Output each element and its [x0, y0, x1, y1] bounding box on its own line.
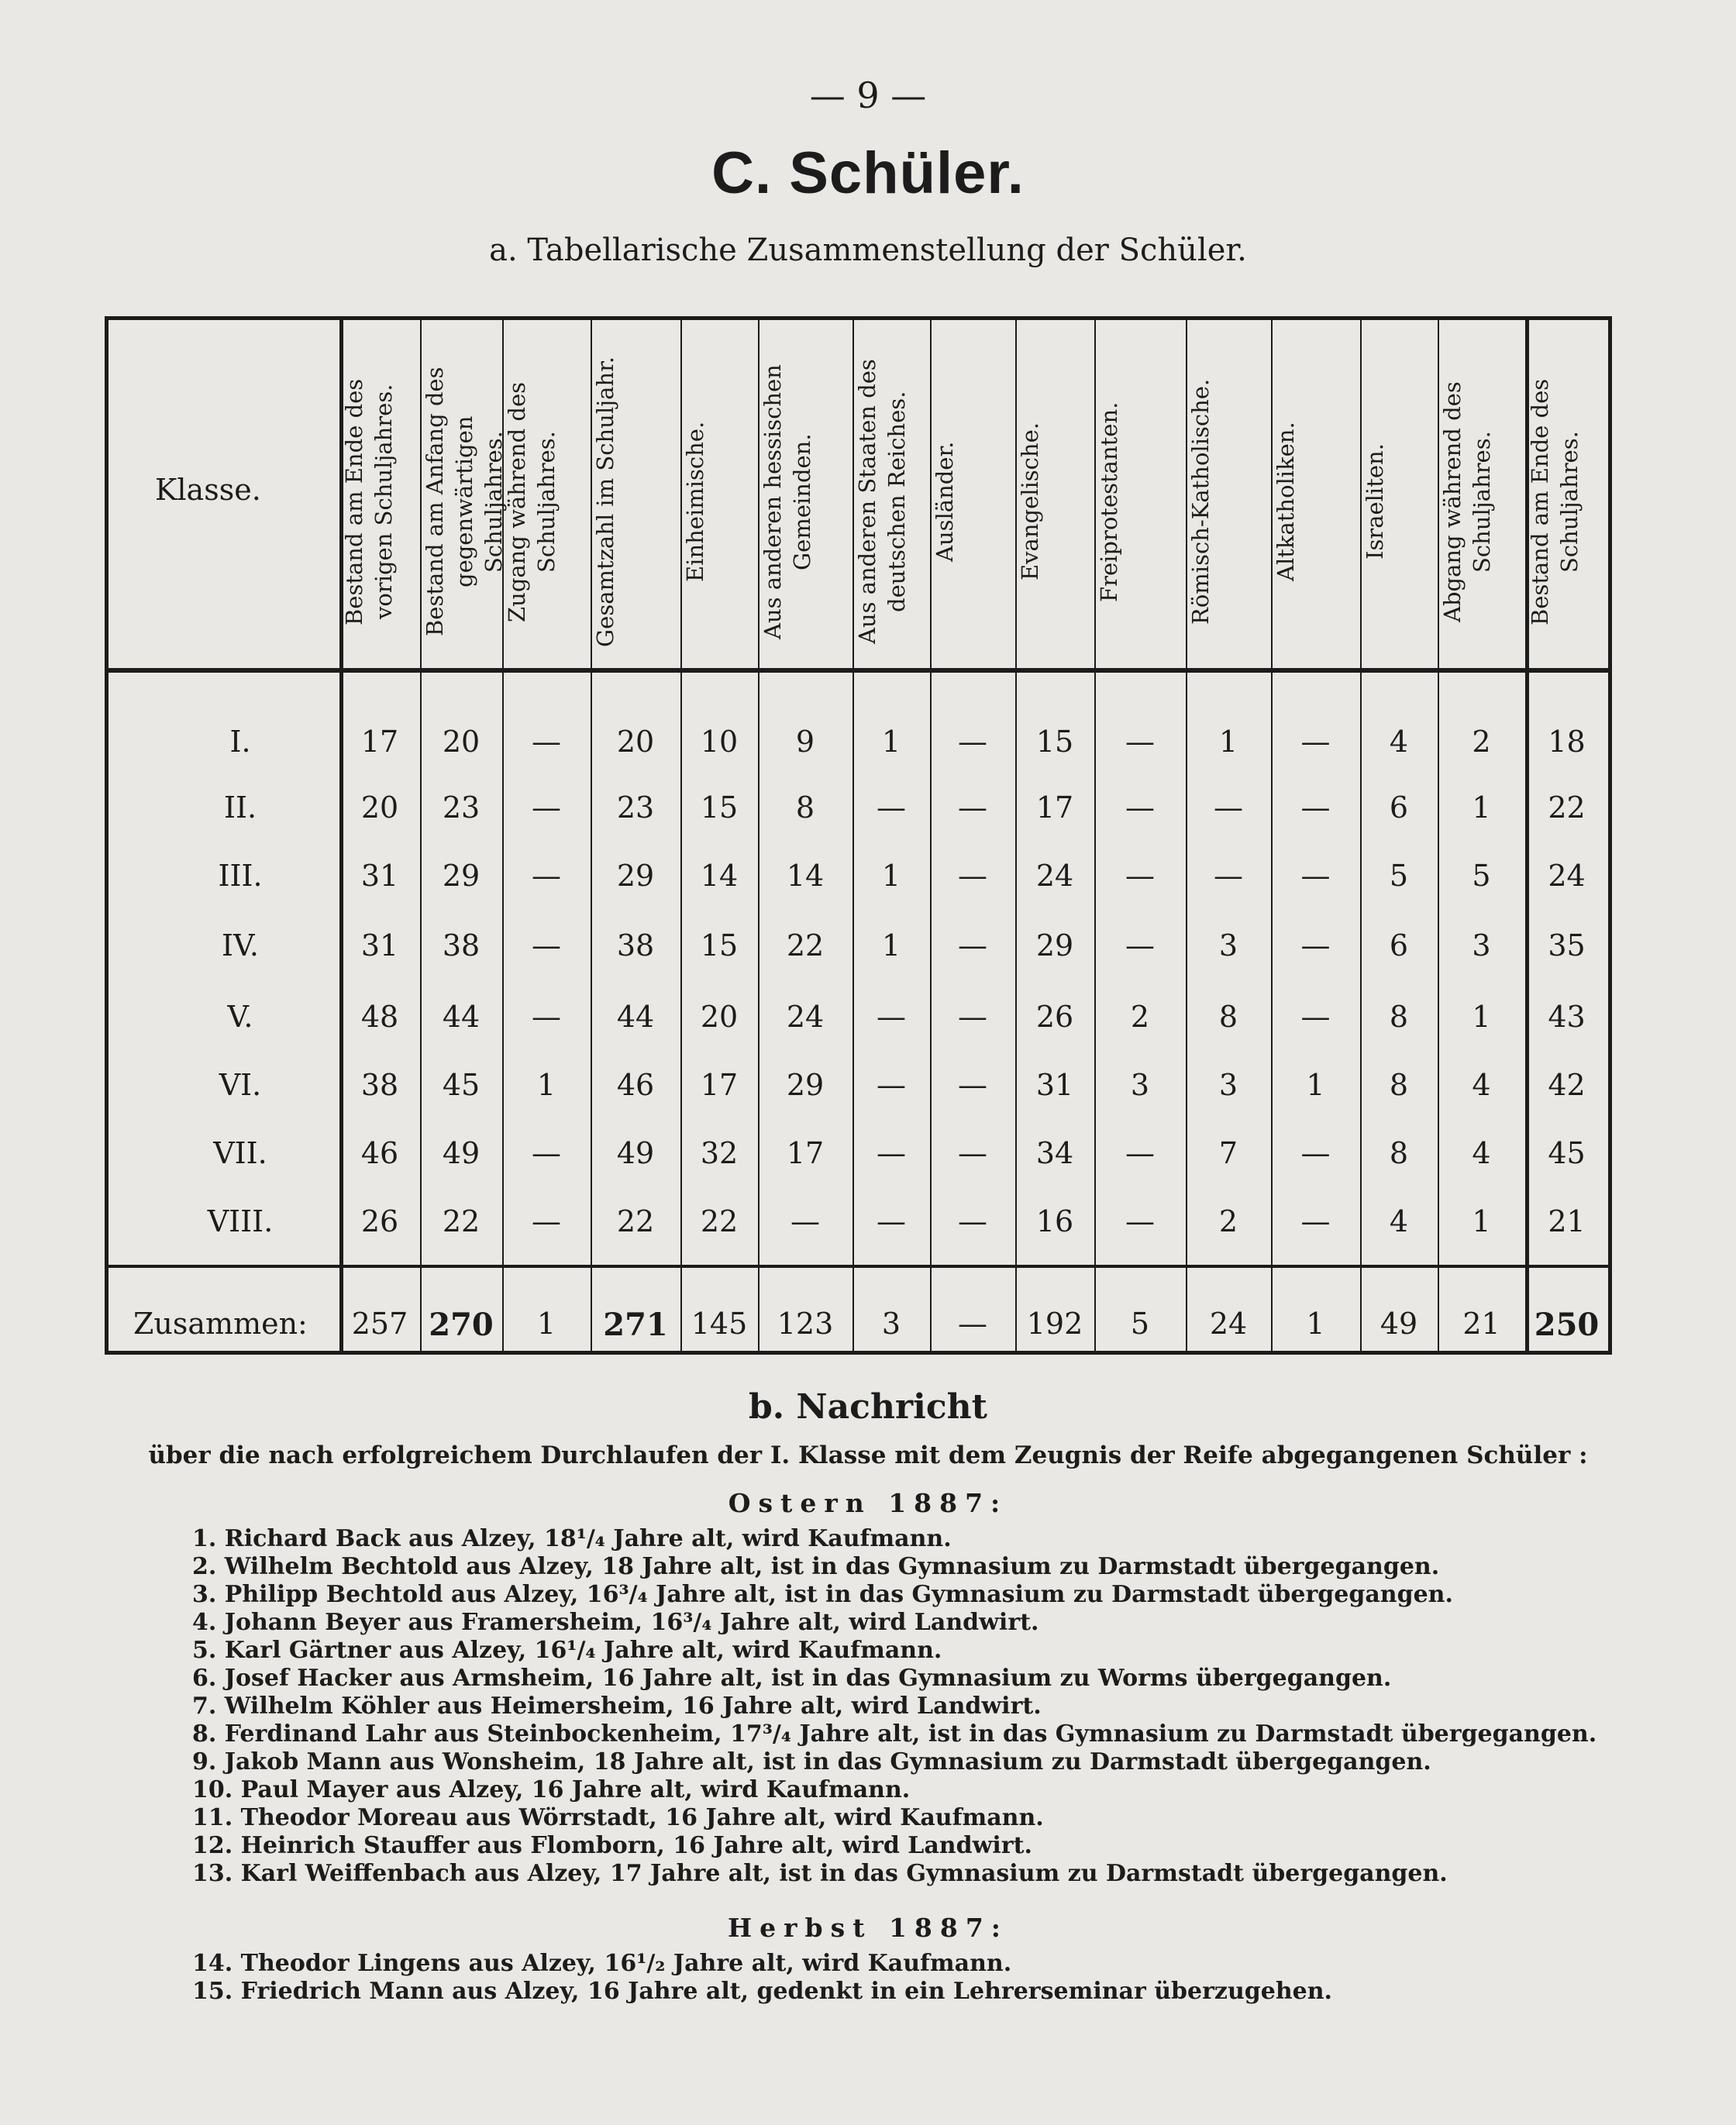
table-cell: —	[532, 1000, 561, 1034]
table-cell: —	[877, 1204, 906, 1238]
table-cell: —	[877, 1136, 906, 1170]
table-cell: 1	[1472, 790, 1491, 825]
table-cell: 45	[1548, 1136, 1586, 1170]
table-cell: —	[958, 1136, 987, 1170]
table-cell: —	[532, 1204, 561, 1238]
table-cell: 44	[616, 1000, 655, 1034]
table-cell: 24	[1035, 859, 1074, 893]
table-cell: 24	[786, 1000, 825, 1034]
table-cell: 4	[1472, 1136, 1491, 1170]
column-header: Einheimische.	[682, 421, 708, 583]
table-cell: 38	[360, 1068, 399, 1102]
graduate-entry: 11. Theodor Moreau aus Wörrstadt, 16 Jahre alt, wird Kaufmann.	[192, 1804, 1044, 1831]
table-cell: 2	[1218, 1204, 1238, 1238]
table-cell: 22	[442, 1204, 480, 1238]
column-header: Altkatholiken.	[1273, 422, 1299, 582]
table-cell: 15	[1035, 725, 1074, 759]
table-cell: 8	[795, 790, 815, 825]
table-cell: 14	[700, 859, 739, 893]
table-cell: 48	[360, 1000, 399, 1034]
table-cell: 8	[1218, 1000, 1238, 1034]
table-cell: —	[532, 790, 561, 825]
table-cell: 34	[1035, 1136, 1074, 1170]
table-cell: 20	[616, 725, 655, 759]
row-label: VIII.	[207, 1204, 274, 1238]
row-label: VII.	[213, 1136, 267, 1170]
total-cell: 250	[1534, 1307, 1600, 1343]
table-cell: 15	[700, 790, 739, 825]
table-cell: 46	[360, 1136, 399, 1170]
table-cell: —	[1300, 1204, 1331, 1238]
graduate-entry: 5. Karl Gärtner aus Alzey, 16¹/₄ Jahre alt, wird Kaufmann.	[192, 1637, 942, 1664]
table-cell: —	[1300, 1136, 1331, 1170]
table-cell: 22	[616, 1204, 655, 1238]
graduate-entry: 7. Wilhelm Köhler aus Heimersheim, 16 Jahre alt, wird Landwirt.	[192, 1693, 1042, 1720]
column-header: Aus anderen Staaten des deutschen Reiches.	[854, 359, 910, 645]
row-label: II.	[223, 790, 257, 825]
column-header: Bestand am Anfang des gegenwärtigen Schuljahres.	[422, 367, 507, 637]
graduate-entry: 2. Wilhelm Bechtold aus Alzey, 18 Jahre alt, ist in das Gymnasium zu Darmstadt übergegangen.	[192, 1553, 1440, 1580]
column-header: Israeliten.	[1362, 443, 1388, 560]
table-cell: 26	[360, 1204, 399, 1238]
table-cell: 1	[536, 1068, 556, 1102]
table-cell: —	[958, 1000, 987, 1034]
table-cell: 3	[1130, 1068, 1150, 1102]
table-cell: 42	[1548, 1068, 1586, 1102]
table-cell: —	[877, 1068, 906, 1102]
table-cell: —	[958, 790, 987, 825]
table-cell: 31	[360, 859, 399, 893]
section-b-title: b. Nachricht	[749, 1387, 987, 1427]
table-cell: 8	[1389, 1136, 1409, 1170]
table-cell: 5	[1472, 859, 1491, 893]
table-cell: 16	[1035, 1204, 1074, 1238]
page-title: C. Schüler.	[711, 140, 1025, 206]
table-cell: 29	[1035, 928, 1074, 963]
table-cell: —	[958, 1068, 987, 1102]
column-header: Aus anderen hessischen Gemeinden.	[760, 364, 815, 639]
herbst-list	[192, 1950, 1332, 2006]
total-cell: 5	[1130, 1307, 1150, 1341]
table-cell: 1	[1472, 1204, 1491, 1238]
table-cell: 1	[881, 859, 901, 893]
table-cell: —	[958, 859, 987, 893]
table-cell: 15	[700, 928, 739, 963]
table-cell: 23	[616, 790, 655, 825]
column-header: Evangelische.	[1017, 422, 1043, 581]
table-cell: 49	[442, 1136, 480, 1170]
table-cell: 49	[616, 1136, 655, 1170]
column-header: Ausländer.	[932, 441, 958, 563]
graduate-entry: 14. Theodor Lingens aus Alzey, 16¹/₂ Jahre alt, wird Kaufmann.	[192, 1950, 1012, 1977]
total-cell: 1	[536, 1307, 556, 1341]
row-label: IV.	[222, 928, 259, 963]
table-cell: 20	[360, 790, 399, 825]
table-cell: —	[877, 1000, 906, 1034]
table-cell: —	[1214, 859, 1243, 893]
table-cell: 1	[1472, 1000, 1491, 1034]
table-cell: 8	[1389, 1000, 1409, 1034]
table-cell: 17	[700, 1068, 739, 1102]
table-cell: 35	[1548, 928, 1586, 963]
row-label: III.	[218, 859, 263, 893]
table-cell: 6	[1389, 790, 1409, 825]
herbst-heading: Herbst 1887:	[728, 1913, 1008, 1943]
total-cell: 3	[881, 1307, 901, 1341]
graduate-entry: 15. Friedrich Mann aus Alzey, 16 Jahre alt, gedenkt in ein Lehrerseminar überzugehen.	[192, 1978, 1332, 2005]
totals-rule	[105, 1265, 1612, 1268]
total-cell: 123	[777, 1307, 834, 1341]
table-cell: 22	[786, 928, 825, 963]
section-b-subtitle: über die nach erfolgreichem Durchlaufen der I. Klasse mit dem Zeugnis der Reife abgegangenen Schüler :	[148, 1441, 1588, 1469]
graduate-entry: 8. Ferdinand Lahr aus Steinbockenheim, 17³/₄ Jahre alt, ist in das Gymnasium zu Darmstadt übergegangen.	[192, 1720, 1597, 1748]
table-cell: 1	[881, 928, 901, 963]
table-cell: —	[877, 790, 906, 825]
table-cell: 46	[616, 1068, 655, 1102]
table-caption: a. Tabellarische Zusammenstellung der Schüler.	[489, 232, 1247, 268]
table-cell: 4	[1472, 1068, 1491, 1102]
table-cell: 31	[1035, 1068, 1074, 1102]
total-cell: 270	[429, 1307, 494, 1343]
total-label: Zusammen:	[133, 1307, 308, 1341]
table-cell: —	[1214, 790, 1243, 825]
table-cell: 31	[360, 928, 399, 963]
total-cell: 21	[1462, 1307, 1500, 1341]
table-cell: 10	[700, 725, 739, 759]
table-cell: 29	[616, 859, 655, 893]
table-cell: 43	[1548, 1000, 1586, 1034]
table-cell: 45	[442, 1068, 480, 1102]
column-header: Bestand am Ende des vorigen Schuljahres.	[341, 378, 397, 625]
table-cell: 29	[442, 859, 480, 893]
table-cell: 5	[1389, 859, 1409, 893]
table-cell: —	[1125, 928, 1155, 963]
table-cell: —	[1125, 725, 1155, 759]
graduate-entry: 10. Paul Mayer aus Alzey, 16 Jahre alt, wird Kaufmann.	[192, 1776, 911, 1803]
table-cell: 17	[786, 1136, 825, 1170]
table-cell: 1	[1218, 725, 1238, 759]
table-cell: 1	[1306, 1068, 1325, 1102]
column-header: Bestand am Ende des Schuljahres.	[1527, 378, 1583, 625]
table-cell: 3	[1472, 928, 1491, 963]
total-cell: 192	[1026, 1307, 1083, 1341]
graduate-entry: 3. Philipp Bechtold aus Alzey, 16³/₄ Jahre alt, ist in das Gymnasium zu Darmstadt übergegangen.	[192, 1581, 1453, 1608]
graduate-entry: 6. Josef Hacker aus Armsheim, 16 Jahre alt, ist in das Gymnasium zu Worms übergegangen.	[192, 1665, 1392, 1692]
table-cell: 4	[1389, 1204, 1409, 1238]
column-header: Freiprotestanten.	[1096, 401, 1122, 602]
row-label: V.	[227, 1000, 253, 1034]
table-cell: 3	[1218, 928, 1238, 963]
total-cell: 49	[1380, 1307, 1418, 1341]
table-cell: —	[1300, 790, 1331, 825]
graduate-entry: 9. Jakob Mann aus Wonsheim, 18 Jahre alt, ist in das Gymnasium zu Darmstadt übergegangen.	[192, 1748, 1431, 1775]
table-cell: 20	[700, 1000, 739, 1034]
row-label: VI.	[219, 1068, 262, 1102]
graduate-entry: 4. Johann Beyer aus Framersheim, 16³/₄ Jahre alt, wird Landwirt.	[192, 1609, 1039, 1636]
column-header: Abgang während des Schuljahres.	[1439, 381, 1495, 622]
table-cell: —	[1125, 859, 1155, 893]
table-cell: 18	[1548, 725, 1586, 759]
table-cell: 14	[786, 859, 825, 893]
column-header: Römisch-Katholische.	[1187, 378, 1214, 625]
table-cell: —	[958, 1204, 987, 1238]
table-cell: —	[1300, 725, 1331, 759]
table-cell: —	[958, 725, 987, 759]
column-header: Gesamtzahl im Schuljahr.	[592, 356, 618, 647]
table-cell: —	[958, 928, 987, 963]
table-cell: 20	[442, 725, 480, 759]
table-cell: 23	[442, 790, 480, 825]
table-cell: 6	[1389, 928, 1409, 963]
table-cell: 32	[700, 1136, 739, 1170]
column-header: Zugang während des Schuljahres.	[504, 381, 560, 622]
total-cell: —	[958, 1307, 987, 1341]
graduate-entry: 13. Karl Weiffenbach aus Alzey, 17 Jahre alt, ist in das Gymnasium zu Darmstadt übergegangen.	[192, 1860, 1448, 1887]
table-cell: 9	[795, 725, 815, 759]
table-cell: 2	[1130, 1000, 1150, 1034]
ostern-heading: Ostern 1887:	[728, 1488, 1008, 1518]
table-cell: —	[1125, 1136, 1155, 1170]
table-cell: 3	[1218, 1068, 1238, 1102]
table-cell: —	[532, 1136, 561, 1170]
total-cell: 1	[1306, 1307, 1325, 1341]
table-cell: 38	[616, 928, 655, 963]
table-cell: 4	[1389, 725, 1409, 759]
table-cell: 2	[1472, 725, 1491, 759]
total-cell: 24	[1209, 1307, 1248, 1341]
total-cell: 145	[691, 1307, 748, 1341]
table-cell: 22	[1548, 790, 1586, 825]
table-cell: —	[1300, 928, 1331, 963]
table-cell: 44	[442, 1000, 480, 1034]
graduate-entry: 12. Heinrich Stauffer aus Flomborn, 16 Jahre alt, wird Landwirt.	[192, 1832, 1032, 1859]
table-cell: 29	[786, 1068, 825, 1102]
total-cell: 271	[603, 1307, 668, 1343]
table-cell: —	[1300, 859, 1331, 893]
table-cell: 8	[1389, 1068, 1409, 1102]
ostern-list	[192, 1525, 1596, 1888]
table-cell: —	[1125, 790, 1155, 825]
table-cell: —	[532, 859, 561, 893]
table-cell: 24	[1548, 859, 1586, 893]
table-cell: 17	[1035, 790, 1074, 825]
table-cell: 7	[1218, 1136, 1238, 1170]
table-cell: —	[532, 928, 561, 963]
row-label: I.	[229, 725, 251, 759]
table-cell: 38	[442, 928, 480, 963]
table-cell: 22	[700, 1204, 739, 1238]
total-cell: 257	[351, 1307, 408, 1341]
column-rule	[1608, 316, 1610, 1355]
table-cell: —	[532, 725, 561, 759]
table-cell: 1	[881, 725, 901, 759]
table-cell: 17	[360, 725, 399, 759]
header-rule	[105, 668, 1612, 673]
table-cell: —	[1300, 1000, 1331, 1034]
klasse-header: Klasse.	[155, 473, 261, 507]
table-cell: 26	[1035, 1000, 1074, 1034]
page-number: — 9 —	[809, 74, 927, 116]
table-cell: 21	[1548, 1204, 1586, 1238]
graduate-entry: 1. Richard Back aus Alzey, 18¹/₄ Jahre alt, wird Kaufmann.	[192, 1525, 952, 1552]
table-cell: —	[1125, 1204, 1155, 1238]
table-cell: —	[790, 1204, 820, 1238]
